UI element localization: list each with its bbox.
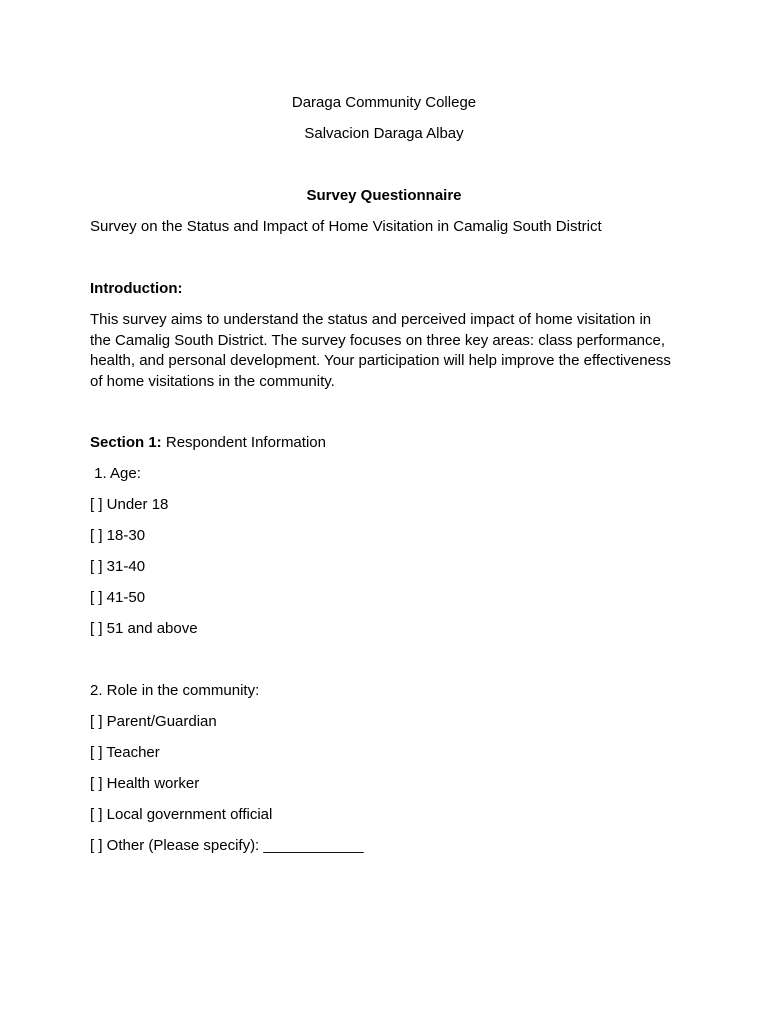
section-1-name: Respondent Information	[165, 434, 326, 451]
age-option-31-40[interactable]: [ ] 31-40	[90, 558, 146, 575]
introduction-line: the Camalig South District. The survey focuses on three key areas: class performance,	[90, 331, 665, 349]
section-1-label: Section 1:	[90, 434, 162, 451]
institution-address: Salvacion Daraga Albay	[304, 125, 464, 142]
age-option-51-above[interactable]: [ ] 51 and above	[90, 620, 198, 637]
role-option-teacher[interactable]: [ ] Teacher	[90, 744, 160, 761]
introduction-paragraph	[90, 310, 690, 392]
role-option-other[interactable]: [ ] Other (Please specify): ____________	[90, 837, 364, 854]
role-option-parent[interactable]: [ ] Parent/Guardian	[90, 713, 217, 730]
institution-name: Daraga Community College	[291, 94, 477, 111]
age-option-under-18[interactable]: [ ] Under 18	[90, 496, 169, 513]
introduction-line: This survey aims to understand the status and perceived impact of home visitation in	[90, 311, 652, 328]
introduction-line: of home visitations in the community.	[90, 372, 335, 390]
question-role: 2. Role in the community:	[90, 682, 260, 699]
role-option-health-worker[interactable]: [ ] Health worker	[90, 775, 200, 792]
document-title: Survey Questionnaire	[306, 187, 462, 204]
survey-subtitle: Survey on the Status and Impact of Home Visitation in Camalig South District	[90, 218, 602, 235]
introduction-line: health, and personal development. Your participation will help improve the effectiveness	[90, 352, 671, 369]
question-age: 1. Age:	[90, 465, 141, 482]
section-1-heading	[90, 434, 326, 452]
age-option-18-30[interactable]: [ ] 18-30	[90, 527, 146, 544]
role-option-government-official[interactable]: [ ] Local government official	[90, 806, 273, 823]
age-option-41-50[interactable]: [ ] 41-50	[90, 589, 146, 606]
introduction-heading: Introduction:	[90, 280, 183, 297]
